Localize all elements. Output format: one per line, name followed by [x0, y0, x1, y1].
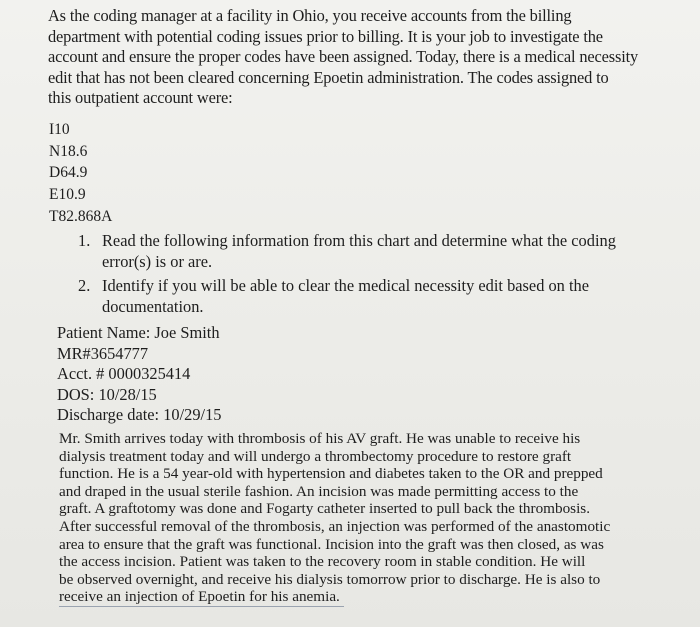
clinical-narrative: [59, 430, 659, 607]
code-item: N18.6: [49, 142, 88, 160]
narrative-line: After successful removal of the thrombosis, an injection was performed of the anastomotic: [59, 517, 611, 535]
question-number: 1.: [78, 231, 91, 250]
intro-line: account and ensure the proper codes have been assigned. Today, there is a medical necessity: [48, 47, 639, 66]
question-list: [78, 231, 678, 321]
intro-line: department with potential coding issues prior to billing. It is your job to investigate the: [48, 26, 603, 46]
narrative-line: Mr. Smith arrives today with thrombosis of his AV graft. He was unable to receive his: [59, 430, 581, 447]
intro-line: As the coding manager at a facility in Ohio, you receive accounts from the billing: [48, 6, 572, 25]
account-number: Acct. # 0000325414: [57, 364, 191, 383]
medical-record-number: MR#3654777: [57, 343, 149, 363]
code-item: E10.9: [49, 186, 86, 204]
narrative-line: area to ensure that the graft was functional. Incision into the graft was then closed, as was: [59, 535, 604, 553]
narrative-line: be observed overnight, and receive his dialysis tomorrow prior to discharge. He is also to: [59, 570, 601, 588]
question-item: [78, 276, 678, 317]
intro-paragraph: [48, 6, 696, 109]
narrative-line: function. He is a 54 year-old with hypertension and diabetes taken to the OR and prepped: [59, 465, 603, 483]
narrative-line: dialysis treatment today and will undergo a thrombectomy procedure to restore graft: [59, 447, 572, 465]
patient-name: Patient Name: Joe Smith: [57, 323, 220, 342]
discharge-date: Discharge date: 10/29/15: [57, 405, 222, 424]
code-list: [49, 119, 112, 228]
code-item: T82.868A: [49, 207, 113, 225]
narrative-line: receive an injection of Epoetin for his anemia.: [59, 588, 344, 607]
question-text: error(s) is or are.: [102, 251, 213, 271]
question-text: Read the following information from this chart and determine what the coding: [102, 231, 616, 250]
narrative-line: and draped in the usual sterile fashion. An incision was made permitting access to the: [59, 482, 579, 500]
intro-line: this outpatient account were:: [48, 88, 233, 107]
code-item: I10: [49, 121, 70, 138]
question-text: documentation.: [102, 296, 204, 316]
narrative-line: the access incision. Patient was taken to the recovery room in stable condition. He will: [59, 553, 586, 571]
narrative-line: graft. A graftotomy was done and Fogarty catheter inserted to pull back the thrombosis.: [59, 500, 591, 518]
intro-line: edit that has not been cleared concerning Epoetin administration. The codes assigned to: [48, 67, 609, 87]
question-item: [78, 231, 678, 272]
code-item: D64.9: [49, 164, 88, 182]
question-text: Identify if you will be able to clear the medical necessity edit based on the: [102, 276, 589, 295]
question-number: 2.: [78, 276, 91, 295]
date-of-service: DOS: 10/28/15: [57, 384, 157, 404]
patient-info: [57, 323, 221, 426]
